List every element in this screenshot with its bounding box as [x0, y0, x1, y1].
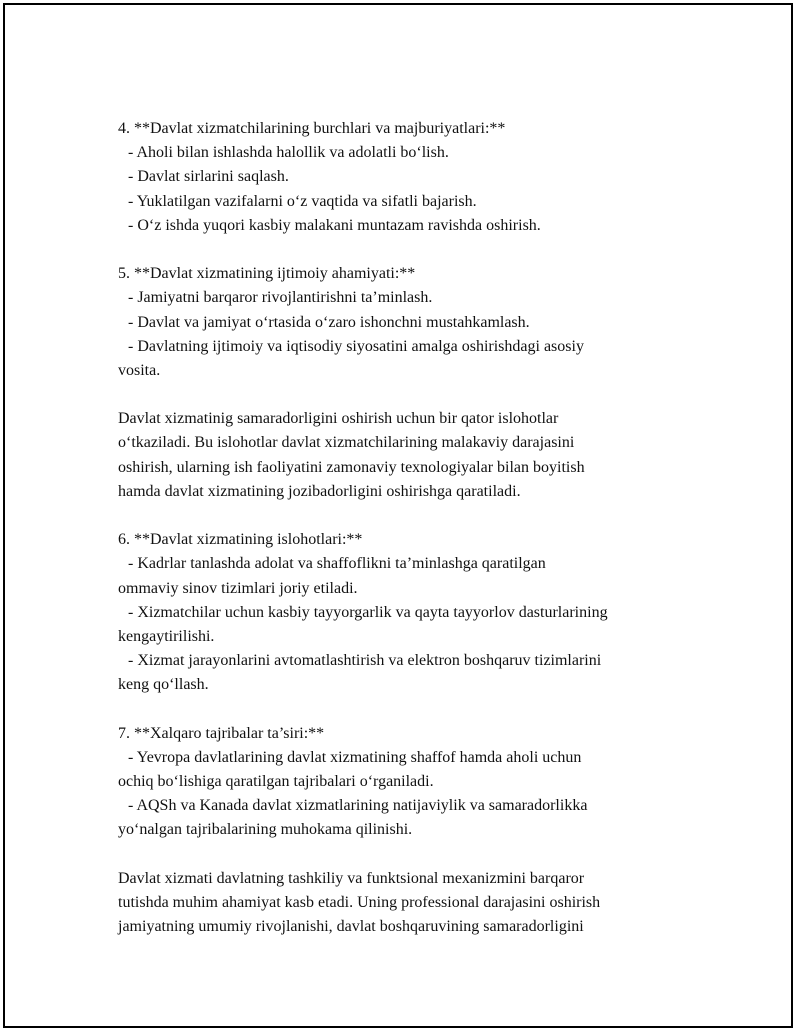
paragraph-line: tutishda muhim ahamiyat kasb etadi. Uning professional darajasini oshirish — [118, 894, 601, 911]
list-item: - Davlatning ijtimoiy va iqtisodiy siyosatini amalga oshirishdagi asosiy — [128, 337, 584, 355]
section-heading: 7. **Xalqaro tajribalar ta’siri:** — [118, 724, 325, 742]
section-heading: 4. **Davlat xizmatchilarining burchlari va majburiyatlari:** — [118, 120, 506, 137]
list-item: - Xizmat jarayonlarini avtomatlashtirish va elektron boshqaruv tizimlarini — [128, 652, 602, 670]
list-item: - Aholi bilan ishlashda halollik va adolatli bo‘lish. — [128, 144, 449, 162]
paragraph-line: Davlat xizmatinig samaradorligini oshirish uchun bir qator islohotlar — [118, 410, 559, 428]
list-item-continuation: ochiq bo‘lishiga qaratilgan tajribalari o‘rganiladi. — [118, 773, 434, 791]
document-body — [118, 117, 698, 939]
list-item: - Yuklatilgan vazifalarni o‘z vaqtida va sifatli bajarish. — [128, 192, 477, 210]
list-item: - O‘z ishda yuqori kasbiy malakani muntazam ravishda oshirish. — [128, 216, 541, 234]
list-item: - AQSh va Kanada davlat xizmatlarining natijaviylik va samaradorlikka — [128, 797, 588, 815]
list-item-continuation: vosita. — [118, 361, 161, 379]
paragraph-line: hamda davlat xizmatining jozibadorligini oshirishga qaratiladi. — [118, 482, 521, 500]
paragraph-gap — [118, 383, 698, 407]
list-item: - Davlat sirlarini saqlash. — [128, 168, 289, 186]
section-heading: 5. **Davlat xizmatining ijtimoiy ahamiyati:** — [118, 265, 416, 283]
list-item: - Davlat va jamiyat o‘rtasida o‘zaro ishonchni mustahkamlash. — [128, 313, 530, 331]
list-item: - Jamiyatni barqaror rivojlantirishni ta’minlash. — [128, 289, 433, 307]
paragraph-gap — [118, 698, 698, 722]
section-heading: 6. **Davlat xizmatining islohotlari:** — [118, 531, 363, 549]
paragraph-line: oshirish, ularning ish faoliyatini zamonaviy texnologiyalar bilan boyitish — [118, 458, 585, 476]
paragraph-gap — [118, 504, 698, 528]
paragraph-line: Davlat xizmati davlatning tashkiliy va funktsional mexanizmini barqaror — [118, 869, 585, 887]
list-item: - Kadrlar tanlashda adolat va shaffoflikni ta’minlashga qaratilgan — [128, 555, 546, 573]
list-item-continuation: keng qo‘llash. — [118, 676, 209, 694]
list-item: - Yevropa davlatlarining davlat xizmatining shaffof hamda aholi uchun — [128, 748, 582, 766]
list-item: - Xizmatchilar uchun kasbiy tayyorgarlik va qayta tayyorlov dasturlarining — [128, 603, 608, 621]
paragraph-gap — [118, 843, 698, 867]
paragraph-line: jamiyatning umumiy rivojlanishi, davlat boshqaruvining samaradorligini — [118, 918, 584, 936]
list-item-continuation: kengaytirilishi. — [118, 627, 215, 645]
list-item-continuation: yo‘nalgan tajribalarining muhokama qilinishi. — [118, 821, 413, 839]
paragraph-line: o‘tkaziladi. Bu islohotlar davlat xizmatchilarining malakaviy darajasini — [118, 434, 575, 452]
list-item-continuation: ommaviy sinov tizimlari joriy etiladi. — [118, 579, 358, 597]
paragraph-gap — [118, 238, 698, 262]
